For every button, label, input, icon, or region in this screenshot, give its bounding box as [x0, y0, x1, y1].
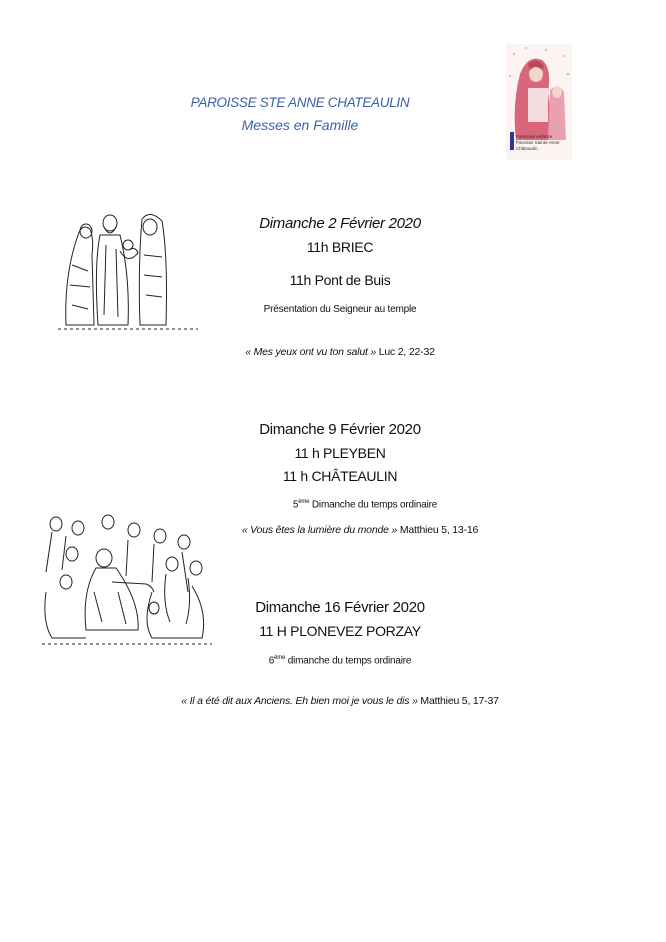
event-2-reference: Matthieu 5, 13-16: [399, 524, 479, 536]
event-3-date: Dimanche 16 Février 2020: [255, 599, 425, 616]
parish-logo-image: [506, 44, 572, 160]
event-3-place-1: 11 H PLONEVEZ PORZAY: [259, 623, 421, 639]
event-1-place-1: 11h BRIEC: [306, 239, 374, 255]
page-subtitle: Messes en Famille: [241, 117, 359, 133]
event-1-reference: Luc 2, 22-32: [378, 346, 435, 358]
event-2-quote: « Vous êtes la lumière du monde »: [241, 524, 398, 536]
event-2-date: Dimanche 9 Février 2020: [259, 421, 421, 438]
event-1-quote-line: [160, 346, 520, 358]
crowd-illustration: [42, 512, 212, 652]
event-2-place-2: 11 h CHÂTEAULIN: [282, 468, 398, 484]
logo-text-line-1: Pastorale enfance: [516, 134, 553, 139]
parish-title: PAROISSE STE ANNE CHATEAULIN: [190, 95, 410, 110]
event-3-quote: « Il a été dit aux Anciens. Eh bien moi je vous le dis »: [181, 695, 418, 707]
event-1-theme: Présentation du Seigneur au temple: [263, 304, 417, 315]
logo-text-line-3: Châteaulin: [516, 146, 538, 151]
event-2-theme-line: [240, 499, 490, 510]
event-2-place-1: 11 h PLEYBEN: [294, 445, 386, 461]
event-3-theme: dimanche du temps ordinaire: [287, 655, 412, 667]
event-3-theme-superscript: ème: [274, 655, 286, 661]
event-3-reference: Matthieu 5, 17-37: [420, 695, 499, 707]
logo-text-line-2: Paroisse Sainte-Anne: [516, 140, 560, 145]
event-1-date: Dimanche 2 Février 2020: [259, 215, 421, 232]
presentation-temple-illustration: [58, 205, 198, 335]
event-2-theme: Dimanche du temps ordinaire: [311, 499, 438, 511]
event-1-place-2: 11h Pont de Buis: [289, 272, 391, 288]
event-2-theme-number: 5: [292, 499, 299, 511]
event-3-quote-line: [120, 695, 560, 707]
event-3-theme-line: [215, 655, 465, 666]
event-1-quote: « Mes yeux ont vu ton salut »: [245, 346, 377, 358]
event-2-theme-superscript: ème: [298, 499, 310, 505]
event-3-theme-number: 6: [268, 655, 275, 667]
event-2-quote-line: [190, 524, 530, 536]
